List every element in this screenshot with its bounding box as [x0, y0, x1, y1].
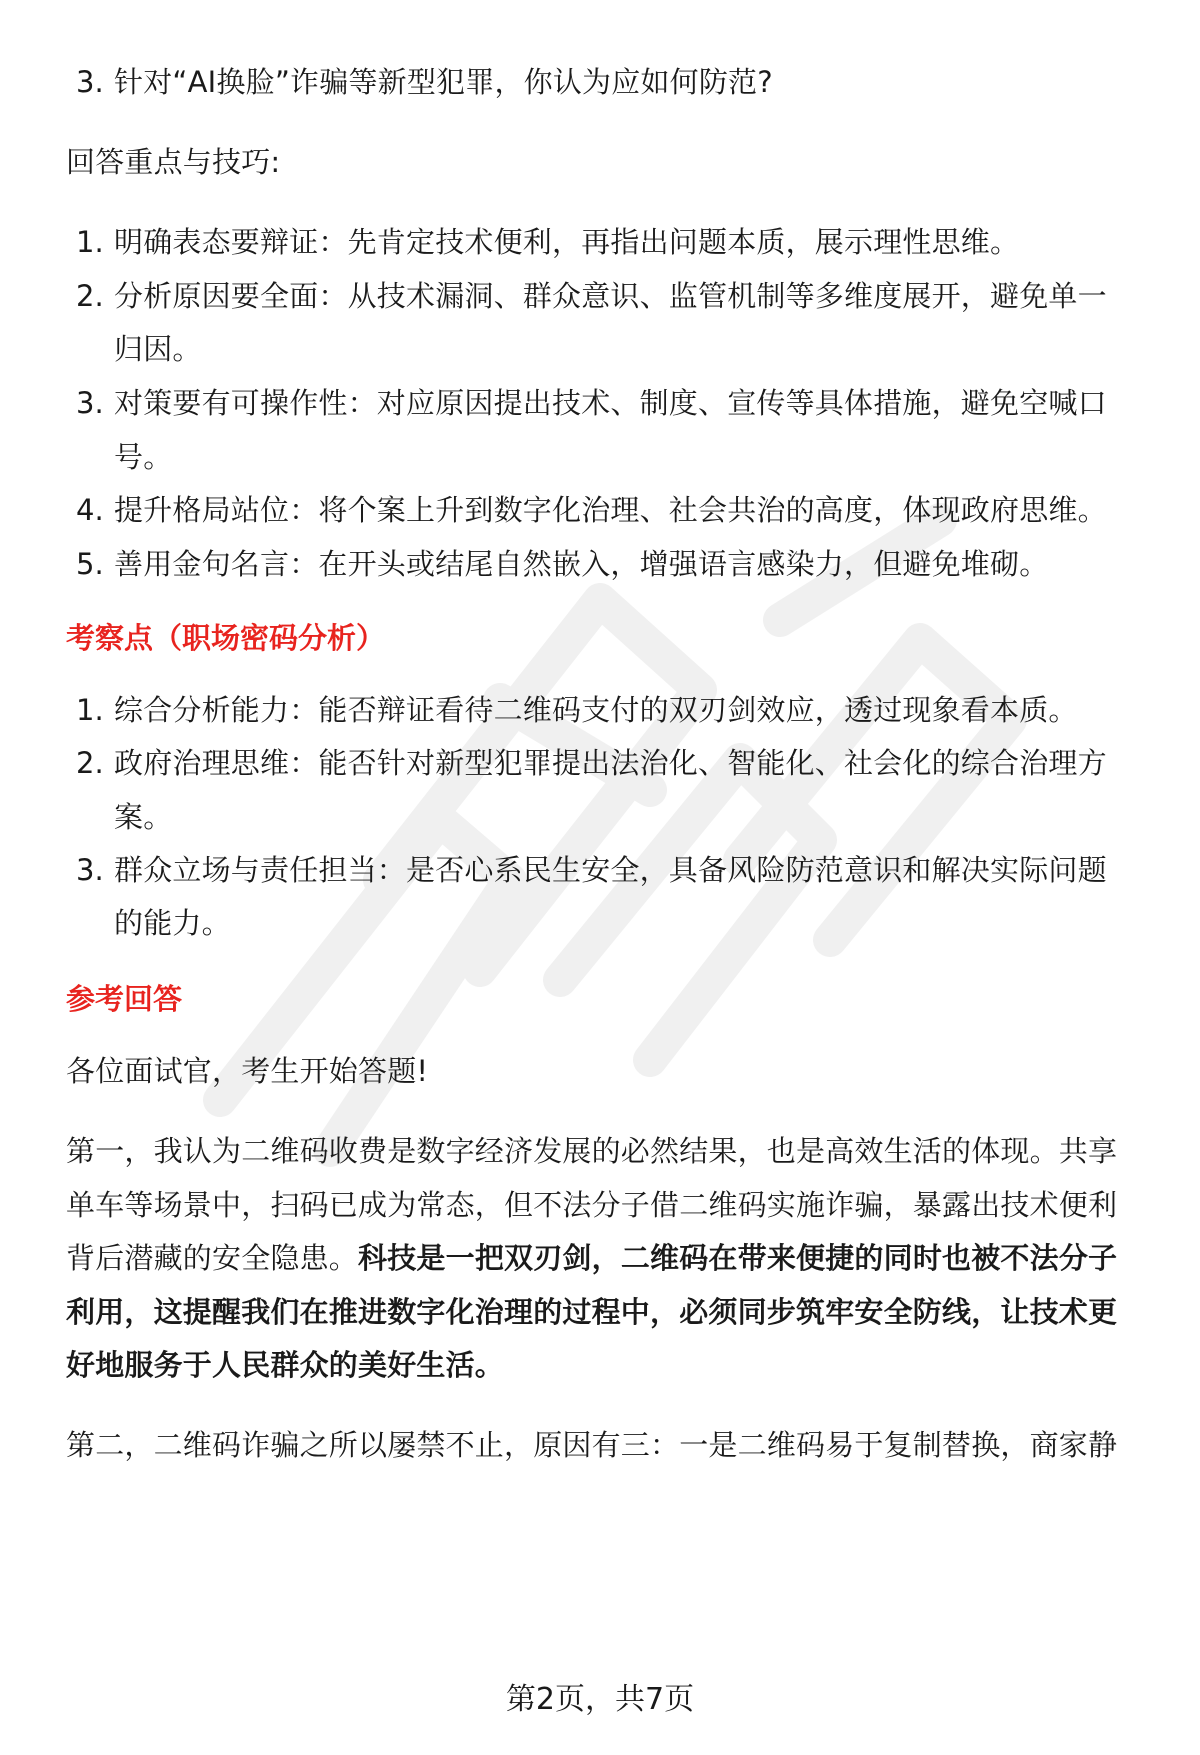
paragraph-line-bold: 利用，这提醒我们在推进数字化治理的过程中，必须同步筑牢安全防线，让技术更	[66, 1295, 1118, 1329]
bold-text: 科技是一把双刃剑，二维码在带来便捷的同时也被不法分子	[358, 1241, 1118, 1275]
paragraph-line: 第二，二维码诈骗之所以屡禁不止，原因有三：一是二维码易于复制替换，商家静	[66, 1428, 1118, 1462]
list-item-number: 3.	[76, 853, 104, 887]
section-heading-exam-points: 考察点（职场密码分析）	[66, 621, 386, 655]
list-item-continuation: 的能力。	[114, 906, 231, 940]
paragraph-line: 第一，我认为二维码收费是数字经济发展的必然结果，也是高效生活的体现。共享	[66, 1134, 1118, 1168]
question-number: 3.	[76, 65, 104, 99]
list-item-number: 4.	[76, 493, 104, 527]
list-item: 明确表态要辩证：先肯定技术便利，再指出问题本质，展示理性思维。	[114, 225, 1020, 259]
list-item-continuation: 号。	[114, 440, 173, 474]
paragraph-line: 单车等场景中，扫码已成为常态，但不法分子借二维码实施诈骗，暴露出技术便利	[66, 1188, 1118, 1222]
paragraph-line-bold: 好地服务于人民群众的美好生活。	[66, 1348, 505, 1382]
paragraph-line	[66, 1238, 1117, 1278]
list-item-number: 1.	[76, 693, 104, 727]
list-item: 分析原因要全面：从技术漏洞、群众意识、监管机制等多维度展开，避免单一	[114, 279, 1107, 313]
normal-text: 背后潜藏的安全隐患。	[66, 1241, 359, 1275]
list-item: 政府治理思维：能否针对新型犯罪提出法治化、智能化、社会化的综合治理方	[114, 746, 1107, 780]
list-item: 群众立场与责任担当：是否心系民生安全，具备风险防范意识和解决实际问题	[114, 853, 1107, 887]
list-item-number: 2.	[76, 746, 104, 780]
tips-intro: 回答重点与技巧:	[66, 145, 281, 179]
list-item-continuation: 归因。	[114, 332, 202, 366]
question-text: 针对“AI换脸”诈骗等新型犯罪，你认为应如何防范?	[114, 65, 773, 99]
list-item: 对策要有可操作性：对应原因提出技术、制度、宣传等具体措施，避免空喊口	[114, 386, 1107, 420]
list-item-number: 1.	[76, 225, 104, 259]
greeting: 各位面试官，考生开始答题!	[66, 1054, 429, 1088]
list-item-number: 2.	[76, 279, 104, 313]
list-item-number: 3.	[76, 386, 104, 420]
list-item: 善用金句名言：在开头或结尾自然嵌入，增强语言感染力，但避免堆砌。	[114, 547, 1049, 581]
section-heading-reference: 参考回答	[66, 982, 183, 1016]
list-item: 综合分析能力：能否辩证看待二维码支付的双刃剑效应，透过现象看本质。	[114, 693, 1078, 727]
list-item-continuation: 案。	[114, 800, 173, 834]
list-item: 提升格局站位：将个案上升到数字化治理、社会共治的高度，体现政府思维。	[114, 493, 1107, 527]
list-item-number: 5.	[76, 547, 104, 581]
page-footer: 第2页，共7页	[505, 1682, 695, 1717]
